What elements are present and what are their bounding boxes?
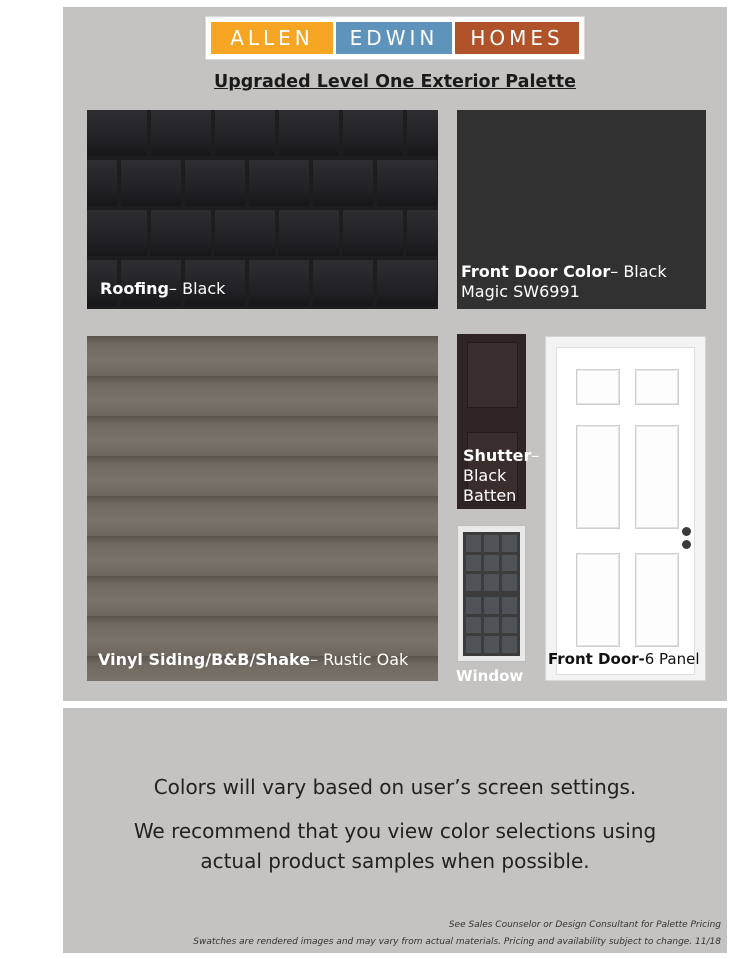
shutter-value-2: Batten bbox=[463, 486, 517, 505]
window-upper-sash bbox=[463, 532, 520, 594]
door-deadbolt bbox=[682, 540, 691, 549]
shutter-panel-top bbox=[467, 342, 518, 408]
page-title: Upgraded Level One Exterior Palette bbox=[214, 72, 576, 92]
front-door-swatch bbox=[545, 336, 706, 681]
front-door-color-value-2: Magic SW6991 bbox=[461, 282, 580, 301]
shutter-value-1: Black bbox=[463, 466, 507, 485]
notice-line-2: We recommend that you view color selections using bbox=[133, 819, 657, 843]
door-knob bbox=[682, 527, 691, 536]
siding-label bbox=[98, 650, 408, 670]
front-door-label bbox=[548, 650, 700, 668]
roofing-name: Roofing bbox=[100, 279, 170, 298]
pricing-note: See Sales Counselor or Design Consultant for Palette Pricing bbox=[448, 920, 721, 930]
roofing-value: – Black bbox=[169, 279, 226, 298]
notice-line-3: actual product samples when possible. bbox=[200, 849, 590, 873]
shutter-name: Shutter bbox=[463, 446, 532, 465]
front-door-color-name: Front Door Color bbox=[461, 262, 611, 281]
shutter-dash: – bbox=[531, 446, 540, 465]
brand-logo bbox=[205, 16, 585, 60]
window-swatch bbox=[457, 525, 526, 662]
logo-allen: ALLEN bbox=[211, 22, 333, 54]
window-lower-sash bbox=[463, 594, 520, 656]
siding-name: Vinyl Siding/B&B/Shake bbox=[98, 650, 311, 669]
siding-value: – Rustic Oak bbox=[310, 650, 409, 669]
front-door-color-label bbox=[461, 262, 667, 302]
front-door-value: 6 Panel bbox=[644, 650, 700, 668]
shutter-label bbox=[463, 446, 539, 506]
notice-line-1: Colors will vary based on user’s screen settings. bbox=[153, 775, 637, 799]
door-slab bbox=[556, 347, 695, 675]
window-label: Window bbox=[456, 667, 524, 685]
logo-edwin: EDWIN bbox=[336, 22, 452, 54]
siding-swatch bbox=[87, 336, 438, 681]
logo-homes: HOMES bbox=[455, 22, 579, 54]
disclaimer: Swatches are rendered images and may vary from actual materials. Pricing and availability subject to change. 11/18 bbox=[193, 937, 721, 947]
front-door-name: Front Door- bbox=[548, 650, 645, 668]
front-door-color-value-1: – Black bbox=[610, 262, 667, 281]
roofing-label bbox=[100, 279, 225, 299]
